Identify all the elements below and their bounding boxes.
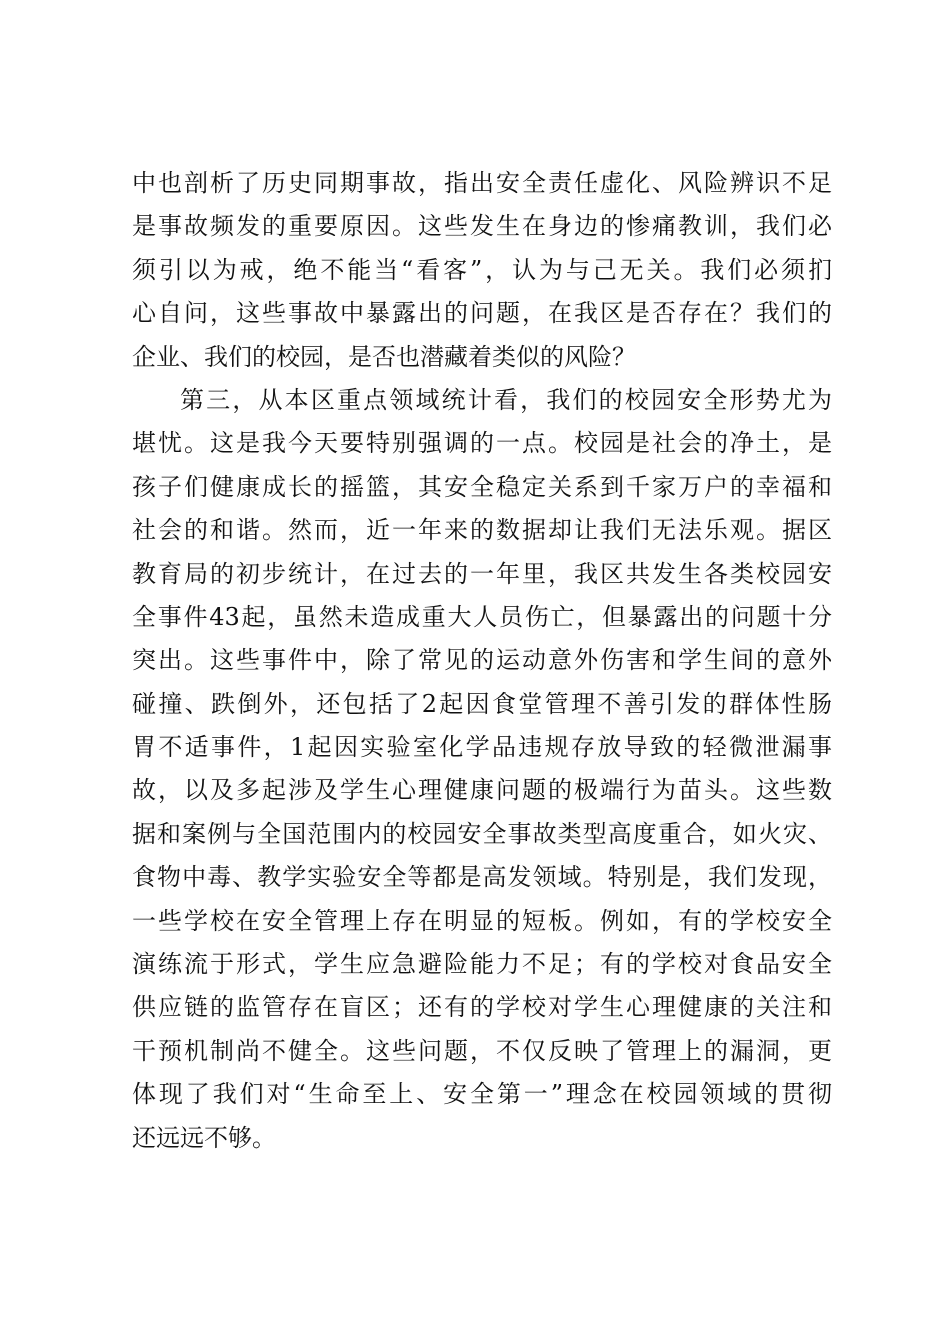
text-line: 第三，从本区重点领域统计看，我们的校园安全形势尤为: [180, 385, 832, 414]
text-line: 碰撞、跌倒外，还包括了2起因食堂管理不善引发的群体性肠: [132, 689, 832, 718]
text-line: 社会的和谐。然而，近一年来的数据却让我们无法乐观。据区: [132, 516, 832, 545]
text-line: 孩子们健康成长的摇篮，其安全稳定关系到千家万户的幸福和: [132, 472, 832, 501]
text-line: 企业、我们的校园，是否也潜藏着类似的风险？: [132, 342, 636, 371]
text-line: 心自问，这些事故中暴露出的问题，在我区是否存在？我们的: [132, 299, 832, 328]
text-line: 故，以及多起涉及学生心理健康问题的极端行为苗头。这些数: [132, 776, 832, 805]
document-body: [132, 162, 832, 1160]
paragraph-1: [132, 162, 832, 379]
text-line: 干预机制尚不健全。这些问题，不仅反映了管理上的漏洞，更: [132, 1036, 832, 1065]
text-line: 一些学校在安全管理上存在明显的短板。例如，有的学校安全: [132, 906, 832, 935]
text-line: 还远远不够。: [132, 1123, 276, 1152]
text-line: 食物中毒、教学实验安全等都是高发领域。特别是，我们发现，: [132, 863, 832, 892]
text-line: 中也剖析了历史同期事故，指出安全责任虚化、风险辨识不足: [132, 169, 832, 197]
text-line: 体现了我们对“生命至上、安全第一”理念在校园领域的贯彻: [132, 1080, 832, 1109]
text-line: 胃不适事件，1起因实验室化学品违规存放导致的轻微泄漏事: [132, 733, 832, 762]
text-line: 全事件43起，虽然未造成重大人员伤亡，但暴露出的问题十分: [132, 602, 832, 631]
text-line: 是事故频发的重要原因。这些发生在身边的惨痛教训，我们必: [132, 212, 832, 241]
text-line: 堪忧。这是我今天要特别强调的一点。校园是社会的净土，是: [132, 429, 832, 458]
text-line: 演练流于形式，学生应急避险能力不足；有的学校对食品安全: [132, 950, 832, 979]
text-line: 据和案例与全国范围内的校园安全事故类型高度重合，如火灾、: [132, 819, 832, 848]
text-line: 须引以为戒，绝不能当“看客”，认为与己无关。我们必须扪: [132, 255, 832, 284]
text-line: 突出。这些事件中，除了常见的运动意外伤害和学生间的意外: [132, 646, 832, 675]
paragraph-2: [132, 379, 832, 1160]
text-line: 供应链的监管存在盲区；还有的学校对学生心理健康的关注和: [132, 993, 832, 1022]
text-line: 教育局的初步统计，在过去的一年里，我区共发生各类校园安: [132, 559, 832, 588]
